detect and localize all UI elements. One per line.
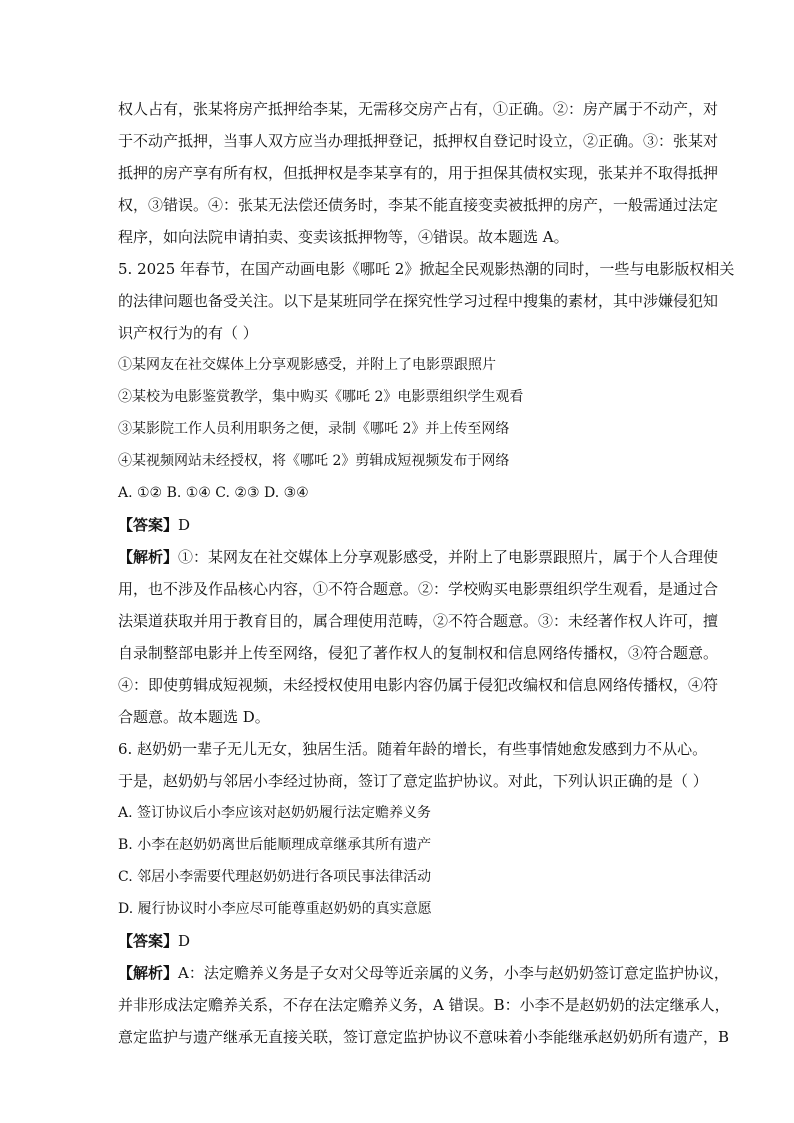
q6-stem-line-1: 6. 赵奶奶一辈子无儿无女，独居生活。随着年龄的增长，有些事情她愈发感到力不从心。 <box>118 740 708 758</box>
q6-option-b: B. 小李在赵奶奶离世后能顺理成章继承其所有遗产 <box>118 837 432 853</box>
q5-item-3: ③某影院工作人员利用职务之便，录制《哪吒 2》并上传至网络 <box>118 421 510 437</box>
analysis-text: A：法定赡养义务是子女对父母等近亲属的义务，小李与赵奶奶签订意定监护协议， <box>178 964 729 982</box>
analysis-tag: 【解析】 <box>118 548 179 566</box>
q5-analysis-line-3: 法渠道获取并用于教育目的，属合理使用范畴，②不符合题意。③：未经著作权人许可，擅 <box>118 612 719 630</box>
q5-analysis-line-6: 合题意。故本题选 D。 <box>118 708 270 726</box>
answer-tag: 【答案】 <box>118 516 179 534</box>
q6-analysis-line-2: 并非形成法定赡养关系，不存在法定赡养义务，A 错误。B：小李不是赵奶奶的法定继承人， <box>118 996 730 1014</box>
q5-choices: A. ①② B. ①④ C. ②③ D. ③④ <box>118 485 309 501</box>
q5-stem-line-1: 5. 2025 年春节，在国产动画电影《哪吒 2》掀起全民观影热潮的同时，一些与电影版权相关 <box>118 260 735 278</box>
q5-item-2: ②某校为电影鉴赏教学，集中购买《哪吒 2》电影票组织学生观看 <box>118 389 524 405</box>
answer-tag: 【答案】 <box>118 932 179 950</box>
answer-value: D <box>178 932 191 950</box>
q5-stem-line-3: 识产权行为的有（ ） <box>118 324 258 342</box>
q5-answer <box>118 515 682 535</box>
q4-analysis-line-4: 权，③错误。④：张某无法偿还债务时，李某不能直接变卖被抵押的房产，一般需通过法定 <box>118 196 719 214</box>
q4-analysis-line-2: 于不动产抵押，当事人双方应当办理抵押登记，抵押权自登记时设立，②正确。③：张某对 <box>118 132 719 150</box>
q6-stem-line-2: 于是，赵奶奶与邻居小李经过协商，签订了意定监护协议。对此，下列认识正确的是（ ） <box>118 772 708 790</box>
q6-analysis-line-3: 意定监护与遗产继承无直接关联，签订意定监护协议不意味着小李能继承赵奶奶所有遗产，B <box>118 1028 730 1046</box>
analysis-tag: 【解析】 <box>118 964 179 982</box>
answer-value: D <box>178 516 191 534</box>
q4-analysis-line-3: 抵押的房产享有所有权，但抵押权是李某享有的，用于担保其债权实现，张某并不取得抵押 <box>118 164 719 182</box>
q6-answer <box>118 931 682 951</box>
q5-analysis-line-5: ④：即使剪辑成短视频，未经授权使用电影内容仍属于侵犯改编权和信息网络传播权，④符 <box>118 676 719 694</box>
q5-stem-line-2: 的法律问题也备受关注。以下是某班同学在探究性学习过程中搜集的素材，其中涉嫌侵犯知 <box>118 292 719 310</box>
q5-analysis-line-1 <box>118 547 719 567</box>
q5-analysis-line-2: 用，也不涉及作品核心内容，①不符合题意。②：学校购买电影票组织学生观看，是通过合 <box>118 580 719 598</box>
q5-item-1: ①某网友在社交媒体上分享观影感受，并附上了电影票跟照片 <box>118 357 496 373</box>
q5-item-4: ④某视频网站未经授权，将《哪吒 2》剪辑成短视频发布于网络 <box>118 453 510 469</box>
q4-analysis-line-1: 权人占有，张某将房产抵押给李某，无需移交房产占有，①正确。②：房产属于不动产，对 <box>118 100 719 118</box>
q6-option-c: C. 邻居小李需要代理赵奶奶进行各项民事法律活动 <box>118 869 432 885</box>
q6-option-a: A. 签订协议后小李应该对赵奶奶履行法定赡养义务 <box>118 805 432 821</box>
q6-option-d: D. 履行协议时小李应尽可能尊重赵奶奶的真实意愿 <box>118 901 432 917</box>
q6-analysis-line-1 <box>118 963 729 983</box>
analysis-text: ①：某网友在社交媒体上分享观影感受，并附上了电影票跟照片，属于个人合理使 <box>178 548 719 566</box>
q4-analysis-line-5: 程序，如向法院申请拍卖、变卖该抵押物等，④错误。故本题选 A。 <box>118 228 569 246</box>
q5-analysis-line-4: 自录制整部电影并上传至网络，侵犯了著作权人的复制权和信息网络传播权，③符合题意。 <box>118 644 719 662</box>
